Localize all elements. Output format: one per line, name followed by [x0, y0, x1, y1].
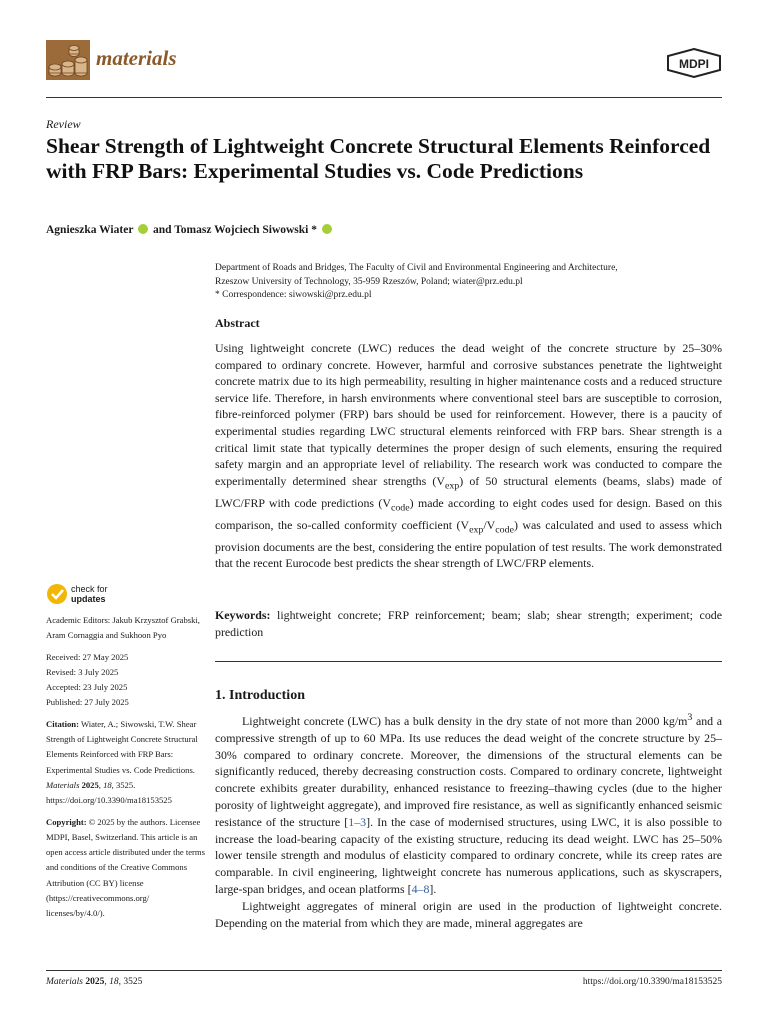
updates-label: updates	[71, 594, 106, 604]
article-title: Shear Strength of Lightweight Concrete Structural Elements Reinforced with FRP Bars: Experimental Studies vs. Code Predictions	[46, 134, 711, 183]
keywords-text: lightweight concrete; FRP reinforcement; beam; slab; shear strength; experiment; code prediction	[215, 608, 722, 639]
orcid-icon[interactable]	[322, 224, 332, 234]
section-rule	[215, 661, 722, 662]
abstract-part: /V	[483, 517, 496, 532]
footer-doi-link[interactable]: https://doi.org/10.3390/ma18153525	[582, 977, 722, 987]
paragraph: Lightweight aggregates of mineral origin are used in the production of lightweight concrete. Depending on the material from which they are made, mineral aggregates are	[215, 898, 722, 930]
paragraph	[215, 710, 722, 898]
date-received: Received: 27 May 2025	[46, 651, 129, 662]
affiliation-line: Rzeszow University of Technology, 35-959 Rzeszów, Poland; wiater@prz.edu.pl	[215, 276, 523, 287]
abstract-part: ) was calculated and used to assess which provision documents are the best, considering the entire population of test results. The work demonstrated that the recent Eurocode best predicts the shear strength of LWC/FRP elements.	[215, 517, 722, 571]
citation-journal: Materials	[46, 779, 80, 790]
subscript: code	[495, 524, 514, 536]
sidebar-info	[46, 613, 206, 922]
footer-article: , 3525	[118, 977, 143, 987]
citation-text: Wiater, A.; Siwowski, T.W. Shear Strength of Lightweight Concrete Structural Elements Reinforced with FRP Bars: Experimental Studies vs. Code Predictions.	[46, 718, 198, 775]
footer-volume: 18	[109, 977, 119, 987]
date-accepted: Accepted: 23 July 2025	[46, 682, 128, 693]
text-run: and a compressive strength of up to 60 MPa. Its use reduces the dead weight of the concrete structure by 25–30% compared to ordinary concrete. Moreover, the dimensions of the structural elements can be significantly reduced, thereby decreasing construction costs. Compared to ordinary concrete, lightweight concrete exhibits greater durability, enhanced resistance to freezing–thawing cycles (due to the higher porosity of lightweight aggregate), and improved fire resistance, as well as significantly enhanced seismic resistance of the structure [	[215, 713, 722, 829]
footer-year: 2025	[85, 977, 105, 987]
journal-name: materials	[96, 46, 177, 70]
correspondence-line: * Correspondence: siwowski@prz.edu.pl	[215, 290, 372, 300]
citation-label: Citation:	[46, 718, 79, 729]
abstract-heading: Abstract	[215, 316, 260, 330]
mdpi-logo-icon	[666, 48, 722, 78]
abstract-text	[215, 340, 722, 572]
author-name: Tomasz Wojciech Siwowski *	[174, 224, 317, 236]
introduction-text	[215, 710, 722, 931]
abstract-part: ) of 50 structural elements (beams, slabs) made of LWC/FRP with code predictions (V	[215, 473, 722, 510]
orcid-icon[interactable]	[138, 224, 148, 234]
section-heading: 1. Introduction	[215, 688, 305, 703]
check-for-updates-icon	[46, 583, 68, 605]
header-rule	[46, 97, 722, 98]
footer-citation: Materials 2025, 18, 3525	[46, 977, 143, 987]
mdpi-logo-text: MDPI	[679, 57, 709, 71]
text-run: ]. In the case of modernised structures, using LWC, it is also possible to increase the load-bearing capacity of the existing structure, reducing its dead weight. LWC has 25–50% lower tensile strength and modulus of elasticity compared to ordinary concrete, while its creep rates are comparable. In civil engineering, lightweight concrete has numerous applications, such as skyscrapers, large-span bridges, and ocean platforms [	[215, 814, 722, 896]
subscript: exp	[444, 480, 460, 492]
abstract-part: Using lightweight concrete (LWC) reduces the dead weight of the concrete structure by 25–30% compared to ordinary concrete. However, harmful and corrosive substances penetrate the lightweight concrete matrix due to its high permeability, resulting in higher maintenance costs and a reduced structure service life. Therefore, in harsh environments where conventional steel bars are susceptible to corrosion, fibre-reinforced polymer (FRP) bars should be used for reinforcement. However, there is a paucity of experimental studies regarding LWC structural elements reinforced with FRP bars. Shear strength is a critical limit state that typically determines the proper design of such elements, ensuring the required safety margin and an appropriate level of reliability. The research work was conducted to compare the experimentally determined shear strengths (V	[215, 341, 722, 488]
citation-doi[interactable]: , 3525. https://doi.org/10.3390/ma18153525	[46, 779, 172, 806]
article-type: Review	[46, 117, 81, 131]
author-name: Agnieszka Wiater	[46, 224, 134, 236]
affiliation-block	[215, 262, 723, 303]
affiliation-line: Department of Roads and Bridges, The Faculty of Civil and Environmental Engineering and Architecture,	[215, 263, 618, 273]
superscript: 3	[687, 712, 693, 723]
text-run: ].	[429, 881, 437, 896]
text-run: Lightweight concrete (LWC) has a bulk density in the dry state of not more than 2000 kg/m	[242, 713, 688, 728]
check-for-updates-button[interactable]	[46, 583, 176, 605]
academic-editors: Academic Editors: Jakub Krzysztof Grabski, Aram Cornaggia and Sukhoon Pyo	[46, 615, 200, 641]
citation-volume: 18	[103, 779, 112, 790]
author-list	[46, 224, 334, 236]
citation-year: 2025	[81, 779, 99, 790]
subscript: code	[390, 502, 410, 514]
abstract-part: ) made according to eight codes used for design. Based on this comparison, the so-called conformity coefficient (V	[215, 495, 722, 532]
copyright-label: Copyright:	[46, 816, 87, 827]
footer-rule	[46, 970, 722, 971]
footer-journal: Materials	[46, 977, 83, 987]
citation-link[interactable]: 1–3	[348, 814, 367, 829]
check-label: check for	[71, 584, 108, 594]
keywords-label: Keywords:	[215, 608, 271, 622]
citation-link[interactable]: 4–8	[411, 881, 430, 896]
date-published: Published: 27 July 2025	[46, 697, 129, 708]
subscript: exp	[469, 524, 484, 536]
keywords-block	[215, 607, 722, 640]
materials-logo-icon	[46, 40, 90, 80]
author-connector: and	[152, 224, 175, 236]
citation-block: Citation: Wiater, A.; Siwowski, T.W. Shear Strength of Lightweight Concrete Structural Elements Reinforced with FRP Bars: Experimental Studies vs. Code Predictions. Materials 2025, 18, 3525. https://doi.org/10.3390/ma18153525	[46, 718, 198, 806]
date-revised: Revised: 3 July 2025	[46, 666, 119, 677]
copyright-block	[46, 815, 206, 922]
copyright-text: © 2025 by the authors. Licensee MDPI, Basel, Switzerland. This article is an open access article distributed under the terms and conditions of the Creative Commons Attribution (CC BY) license (https://creativecommons.org/ licenses/by/4.0/).	[46, 816, 205, 919]
